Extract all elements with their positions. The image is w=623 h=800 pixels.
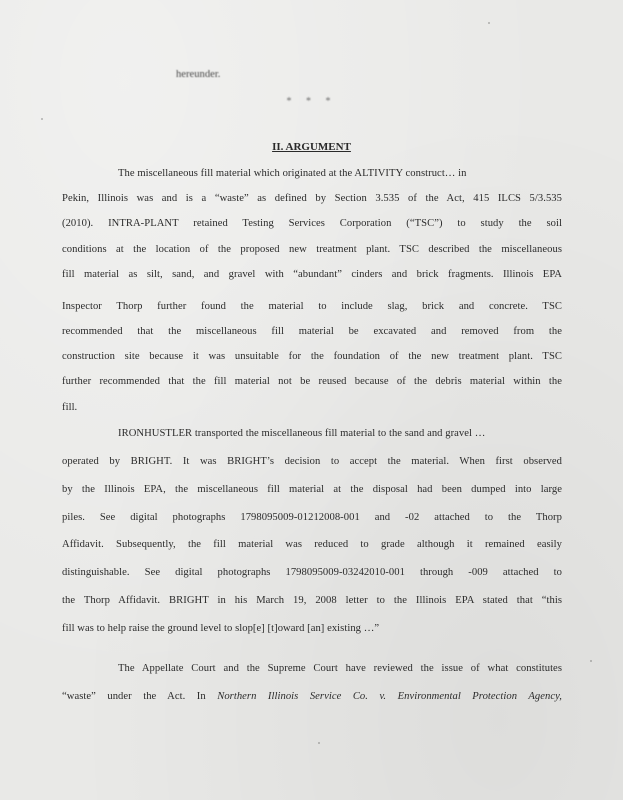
body-line: the Thorp Affidavit. BRIGHT in his March 19, 2008 letter to the Illinois EPA stated that “this — [62, 595, 562, 606]
body-line-last — [62, 691, 562, 703]
body-line: fill material as silt, sand, and gravel with “abundant” cinders and brick fragments. Illinois EPA — [62, 269, 562, 280]
body-line-start: “waste” under the Act. In — [62, 691, 218, 702]
scan-speck — [41, 118, 43, 120]
scan-speck — [488, 22, 490, 24]
body-line: The miscellaneous fill material which originated at the ALTIVITY construct… in — [118, 168, 467, 179]
body-line: recommended that the miscellaneous fill material be excavated and removed from the — [62, 326, 562, 337]
body-line: distinguishable. See digital photographs 1798095009-03242010-001 through -009 attached to — [62, 567, 562, 578]
body-line: (2010). INTRA-PLANT retained Testing Services Corporation (“TSC”) to study the soil — [62, 218, 562, 229]
case-citation: Northern Illinois Service Co. v. Environmental Protection Agency, — [217, 691, 562, 702]
body-line: piles. See digital photographs 1798095009-01212008-001 and -02 attached to the Thorp — [62, 512, 562, 523]
section-heading: II. ARGUMENT — [272, 141, 351, 153]
top-fragment: hereunder. — [176, 69, 221, 80]
body-line: construction site because it was unsuitable for the foundation of the new treatment plant. TSC — [62, 351, 562, 362]
section-ornament: * * * — [286, 96, 337, 107]
body-line: Pekin, Illinois was and is a “waste” as defined by Section 3.535 of the Act, 415 ILCS 5/3.535 — [62, 193, 562, 204]
body-line: fill was to help raise the ground level to slop[e] [t]oward [an] existing …” — [62, 623, 380, 634]
body-line: IRONHUSTLER transported the miscellaneous fill material to the sand and gravel … — [118, 428, 486, 439]
body-line: further recommended that the fill material not be reused because of the debris material within the — [62, 376, 562, 387]
scan-speck — [318, 742, 320, 744]
body-line: fill. — [62, 402, 78, 413]
body-line: by the Illinois EPA, the miscellaneous fill material at the disposal had been dumped into large — [62, 484, 562, 495]
body-line: Inspector Thorp further found the material to include slag, brick and concrete. TSC — [62, 301, 562, 312]
body-line: The Appellate Court and the Supreme Court have reviewed the issue of what constitutes — [118, 663, 562, 674]
scan-speck — [590, 660, 592, 662]
body-line: Affidavit. Subsequently, the fill material was reduced to grade although it remained easily — [62, 539, 562, 550]
body-line: conditions at the location of the proposed new treatment plant. TSC described the miscellaneous — [62, 244, 562, 255]
body-line: operated by BRIGHT. It was BRIGHT’s decision to accept the material. When first observed — [62, 456, 562, 467]
